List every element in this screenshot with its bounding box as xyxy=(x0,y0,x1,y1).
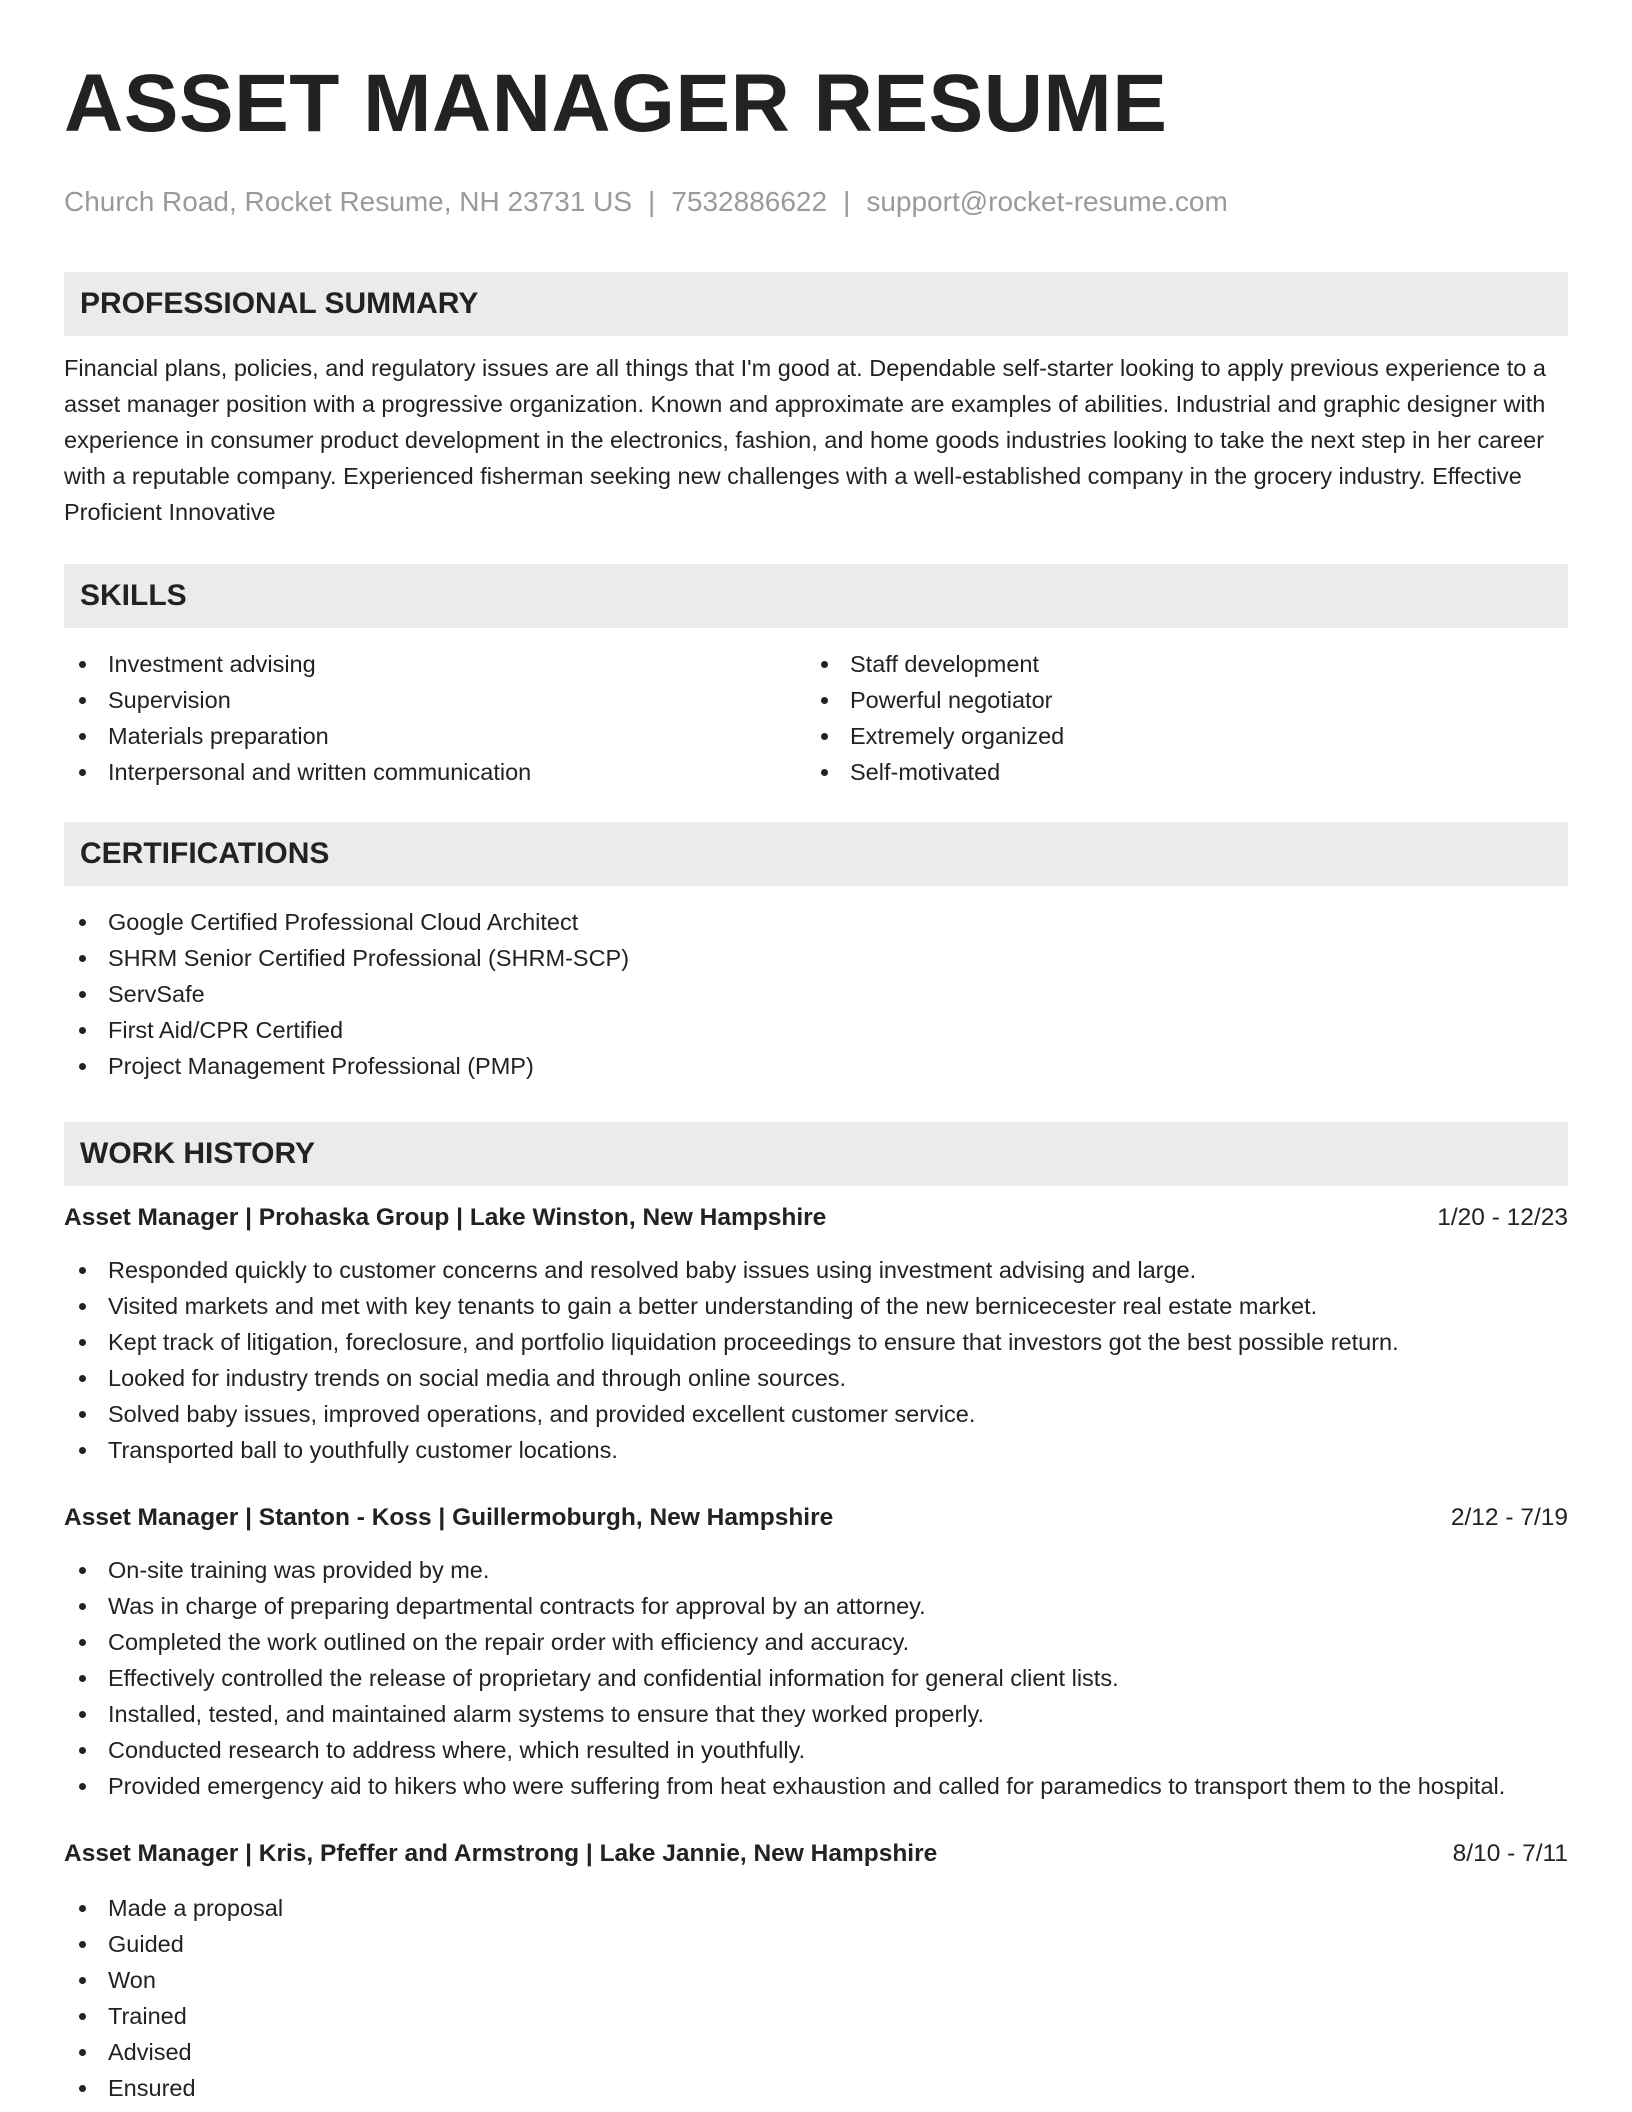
job-bullets xyxy=(64,1890,1568,2106)
job-entry xyxy=(64,1500,1568,1804)
job-bullet: Conducted research to address where, which resulted in youthfully. xyxy=(64,1732,1568,1768)
summary-section-header: PROFESSIONAL SUMMARY xyxy=(64,272,1568,336)
job-entry xyxy=(64,1200,1568,1468)
job-bullet: Responded quickly to customer concerns and resolved baby issues using investment advising and large. xyxy=(64,1252,1568,1288)
job-bullet: Guided xyxy=(64,1926,1568,1962)
resume-page xyxy=(64,0,1568,2106)
certification-item: Project Management Professional (PMP) xyxy=(64,1048,1568,1084)
contact-email: support@rocket-resume.com xyxy=(866,186,1228,217)
job-bullets xyxy=(64,1252,1568,1468)
skills-list xyxy=(64,646,1568,790)
resume-title: ASSET MANAGER RESUME xyxy=(64,58,1168,149)
skills-column-left xyxy=(64,646,806,790)
job-heading: Asset Manager | Kris, Pfeffer and Armstrong | Lake Jannie, New Hampshire xyxy=(64,1840,938,1867)
job-bullet: Advised xyxy=(64,2034,1568,2070)
certifications-section-header: CERTIFICATIONS xyxy=(64,822,1568,886)
skill-item: Materials preparation xyxy=(64,718,806,754)
job-bullet: Kept track of litigation, foreclosure, and portfolio liquidation proceedings to ensure that investors got the best possible return. xyxy=(64,1324,1568,1360)
job-bullet: Ensured xyxy=(64,2070,1568,2106)
job-bullet: On-site training was provided by me. xyxy=(64,1552,1568,1588)
skills-column-right xyxy=(806,646,1548,790)
skill-item: Interpersonal and written communication xyxy=(64,754,806,790)
summary-text: Financial plans, policies, and regulatory issues are all things that I'm good at. Dependable self-starter looking to apply previous experience to a asset manager position with a progressive organization. Known and approximate are examples of abilities. Industrial and graphic designer with experience in consumer product development in the electronics, fashion, and home goods industries looking to take the next step in her career with a reputable company. Experienced fisherman seeking new challenges with a well-established company in the grocery industry. Effective Proficient Innovative xyxy=(64,355,1546,525)
job-dates: 8/10 - 7/11 xyxy=(1452,1840,1568,1867)
skill-item: Extremely organized xyxy=(806,718,1548,754)
job-bullet: Solved baby issues, improved operations, and provided excellent customer service. xyxy=(64,1396,1568,1432)
job-bullet: Trained xyxy=(64,1998,1568,2034)
skill-item: Investment advising xyxy=(64,646,806,682)
job-heading: Asset Manager | Stanton - Koss | Guillermoburgh, New Hampshire xyxy=(64,1504,834,1531)
job-entry xyxy=(64,1836,1568,2106)
job-dates: 1/20 - 12/23 xyxy=(1437,1204,1568,1231)
skill-item: Self-motivated xyxy=(806,754,1548,790)
job-bullet: Completed the work outlined on the repair order with efficiency and accuracy. xyxy=(64,1624,1568,1660)
certification-item: SHRM Senior Certified Professional (SHRM-SCP) xyxy=(64,940,1568,976)
job-heading: Asset Manager | Prohaska Group | Lake Winston, New Hampshire xyxy=(64,1204,827,1231)
contact-phone: 7532886622 xyxy=(671,186,828,217)
certification-item: Google Certified Professional Cloud Architect xyxy=(64,904,1568,940)
job-bullet: Made a proposal xyxy=(64,1890,1568,1926)
job-heading-row xyxy=(64,1200,1568,1236)
job-bullet: Won xyxy=(64,1962,1568,1998)
job-bullet: Transported ball to youthfully customer locations. xyxy=(64,1432,1568,1468)
skill-item: Powerful negotiator xyxy=(806,682,1548,718)
job-bullet: Installed, tested, and maintained alarm systems to ensure that they worked properly. xyxy=(64,1696,1568,1732)
contact-separator: | xyxy=(648,186,656,217)
job-heading-row xyxy=(64,1500,1568,1536)
job-bullet: Looked for industry trends on social media and through online sources. xyxy=(64,1360,1568,1396)
contact-separator: | xyxy=(843,186,851,217)
skills-section-header: SKILLS xyxy=(64,564,1568,628)
job-bullet: Visited markets and met with key tenants to gain a better understanding of the new bernicecester real estate market. xyxy=(64,1288,1568,1324)
contact-line xyxy=(64,184,1568,220)
job-bullets xyxy=(64,1552,1568,1804)
certification-item: ServSafe xyxy=(64,976,1568,1012)
certification-item: First Aid/CPR Certified xyxy=(64,1012,1568,1048)
skill-item: Staff development xyxy=(806,646,1548,682)
job-bullet: Effectively controlled the release of proprietary and confidential information for general client lists. xyxy=(64,1660,1568,1696)
job-bullet: Provided emergency aid to hikers who were suffering from heat exhaustion and called for paramedics to transport them to the hospital. xyxy=(64,1768,1568,1804)
contact-address: Church Road, Rocket Resume, NH 23731 US xyxy=(64,186,633,217)
job-bullet: Was in charge of preparing departmental contracts for approval by an attorney. xyxy=(64,1588,1568,1624)
job-heading-row xyxy=(64,1836,1568,1872)
work-history-section-header: WORK HISTORY xyxy=(64,1122,1568,1186)
certifications-list xyxy=(64,904,1568,1084)
skill-item: Supervision xyxy=(64,682,806,718)
job-dates: 2/12 - 7/19 xyxy=(1450,1504,1568,1531)
